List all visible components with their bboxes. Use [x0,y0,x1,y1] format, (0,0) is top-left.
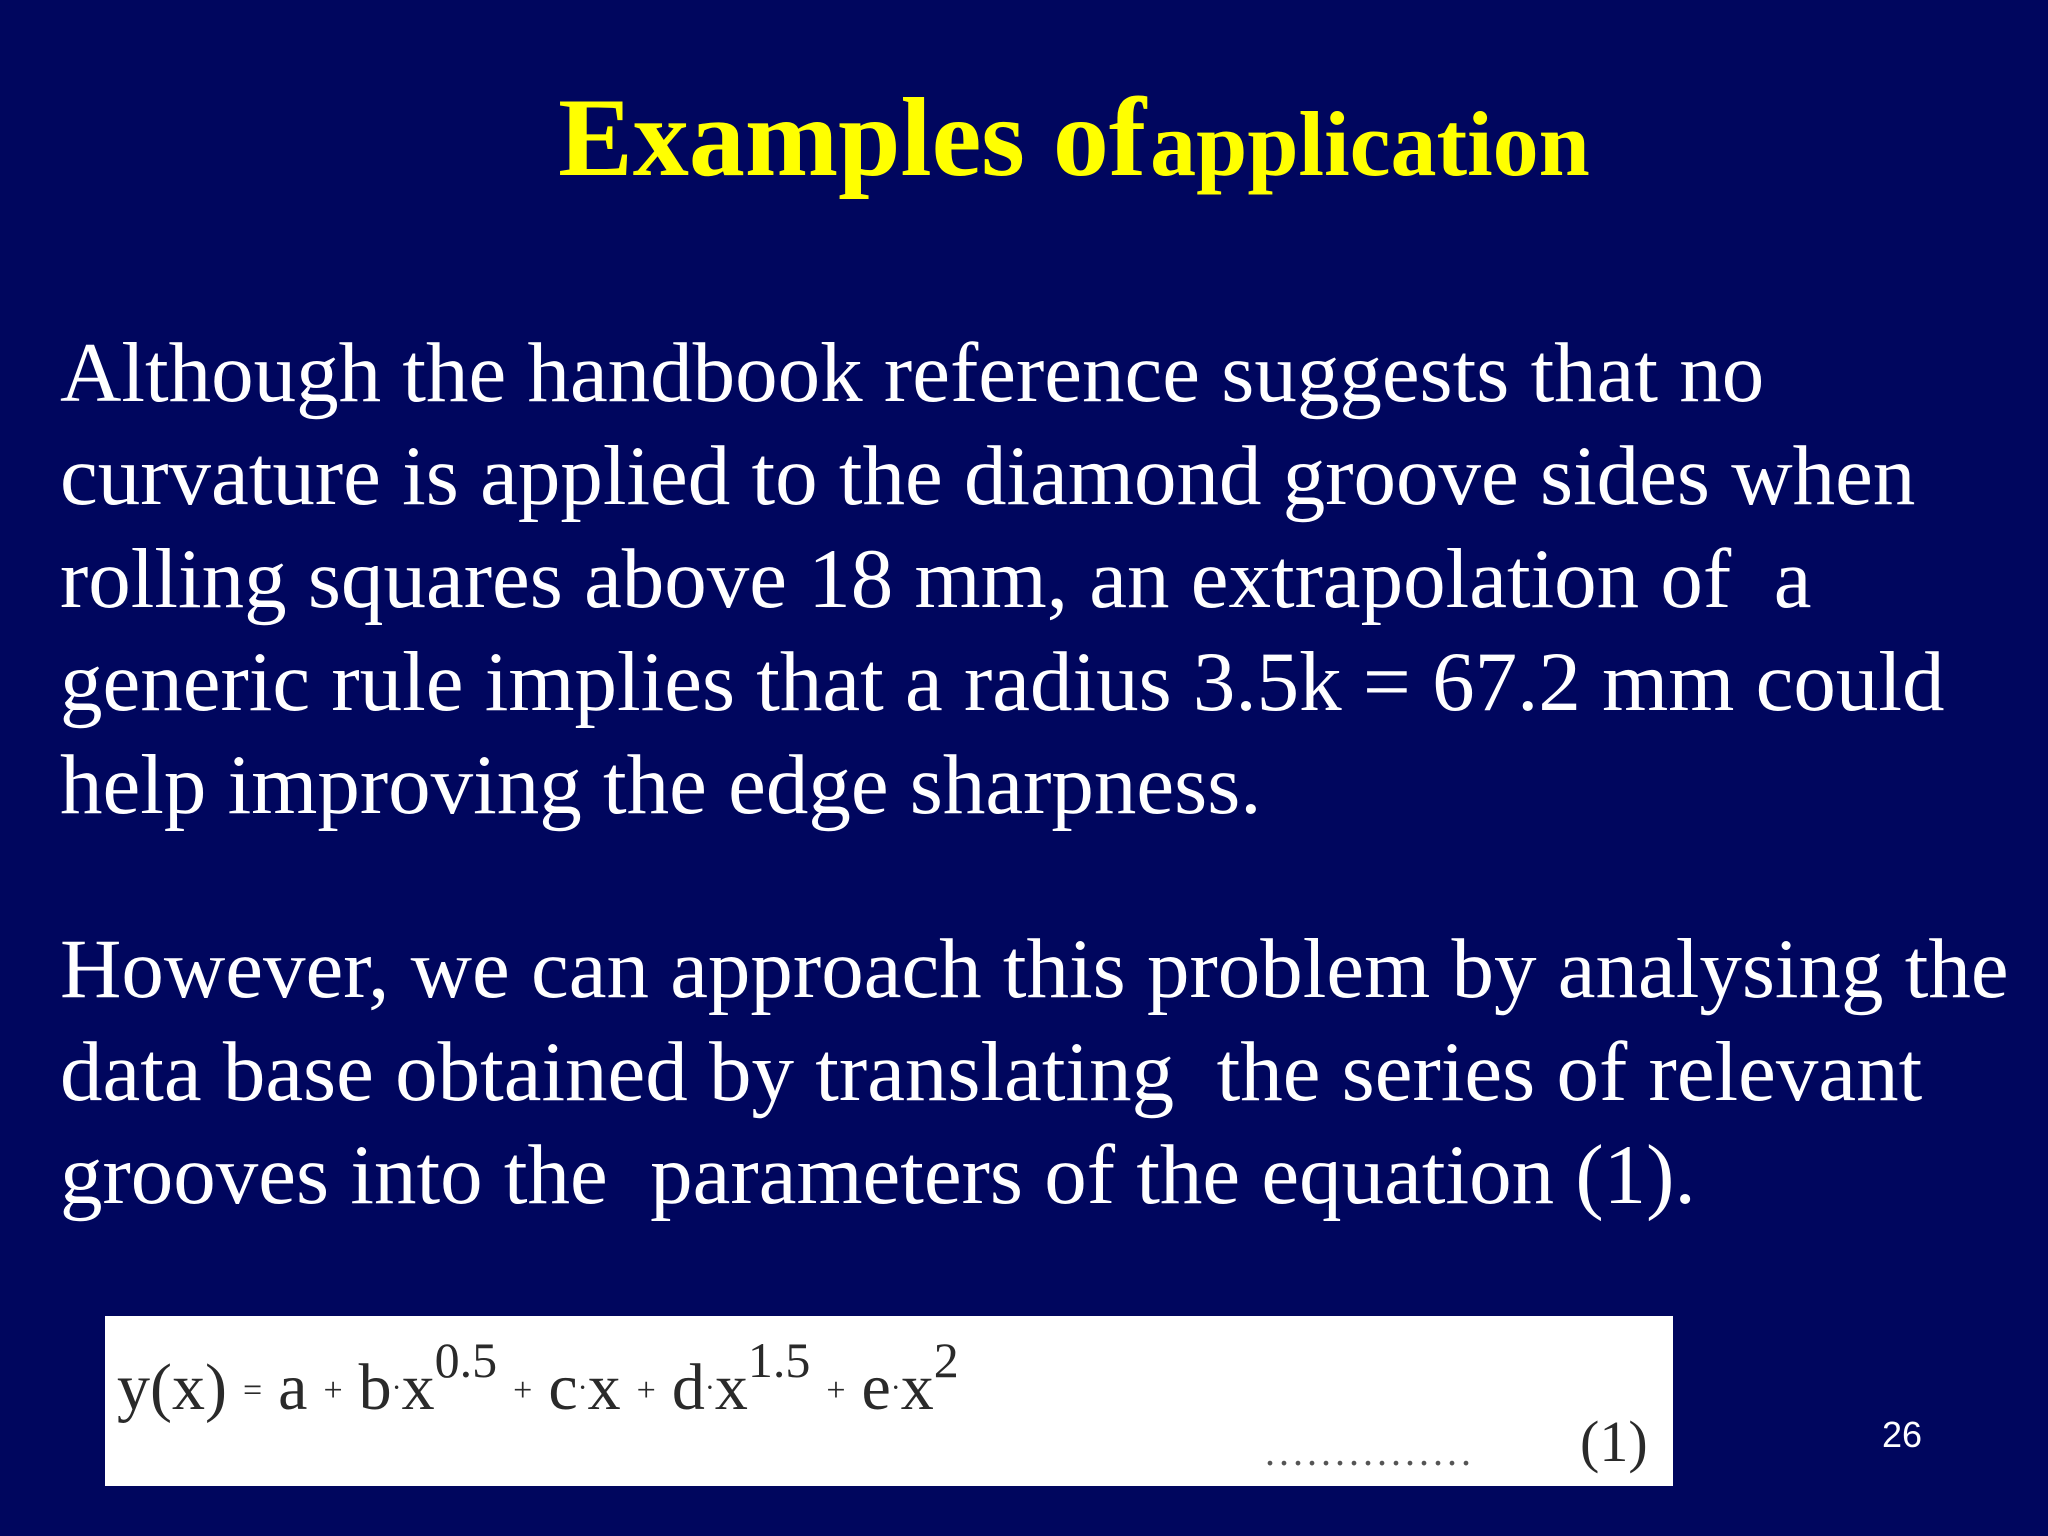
slide-title [0,76,2048,200]
paragraph-2-line: data base obtained by translating the series of relevant [60,1025,1923,1119]
equation-multiply-dot: · [704,1371,715,1404]
equation-lhs: y(x) [117,1351,227,1424]
equation-number: (1) [1580,1409,1648,1474]
paragraph-2-line: grooves into the parameters of the equation (1). [60,1128,1696,1222]
equation-var-x: x [900,1351,934,1424]
equation-multiply-dot: · [577,1371,588,1404]
equation-coef-d: d [671,1351,705,1424]
equation [117,1332,959,1426]
paragraph-1 [60,322,2030,837]
equation-var-x: x [587,1351,621,1424]
paragraph-1-line: Although the handbook reference suggests that no [60,326,1765,420]
equation-equals-sign: = [242,1372,263,1409]
equation-term-a: a [278,1351,308,1424]
equation-var-x: x [714,1351,748,1424]
paragraph-2-line: However, we can approach this problem by analysing the [60,922,2009,1016]
slide-title-part2: application [1150,93,1590,195]
paragraph-1-line: help improving the edge sharpness. [60,738,1262,832]
paragraph-2 [60,918,2030,1227]
equation-plus-sign: + [636,1372,656,1409]
equation-exponent-d: 1.5 [747,1332,811,1388]
equation-multiply-dot: · [391,1371,402,1404]
slide-title-part1: Examples of [558,76,1147,200]
equation-plus-sign: + [513,1372,533,1409]
page-number: 26 [1882,1414,1923,1455]
paragraph-1-line: curvature is applied to the diamond groove sides when [60,429,1916,523]
equation-coef-b: b [358,1351,392,1424]
equation-multiply-dot: · [890,1371,901,1404]
equation-var-x: x [401,1351,435,1424]
equation-plus-sign: + [826,1372,846,1409]
paragraph-1-line: generic rule implies that a radius 3.5k = 67.2 mm could [60,635,1945,729]
equation-coef-e: e [861,1351,891,1424]
equation-exponent-e: 2 [933,1332,959,1388]
equation-plus-sign: + [323,1372,343,1409]
equation-leader-dots: ............... [1265,1429,1475,1474]
paragraph-1-line: rolling squares above 18 mm, an extrapolation of a [60,532,1812,626]
equation-coef-c: c [548,1351,578,1424]
equation-box [105,1316,1673,1486]
equation-exponent-b: 0.5 [434,1332,498,1388]
